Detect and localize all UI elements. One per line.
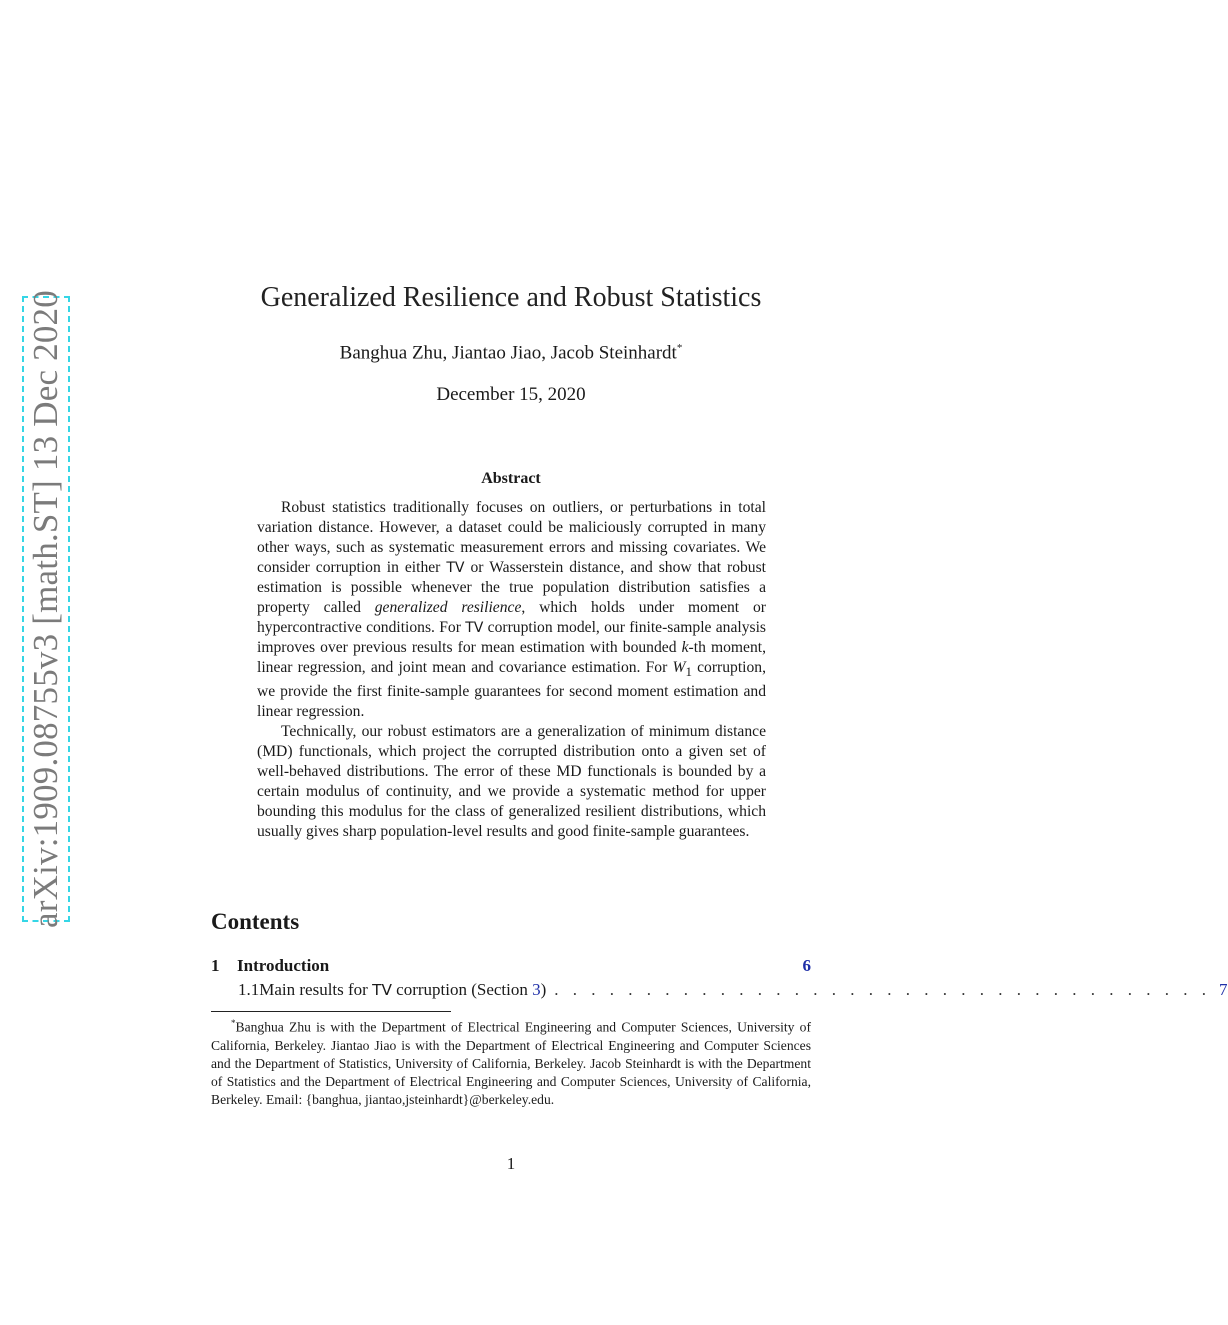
toc-section-number: 1 bbox=[211, 956, 220, 975]
math-subscript: 1 bbox=[685, 664, 692, 680]
abstract-text: corruption, we provide the first finite-sample guarantees for second moment estimation and linear regression. bbox=[257, 659, 766, 721]
footnote-rule bbox=[211, 1011, 451, 1012]
abstract-body bbox=[257, 498, 766, 842]
contents-heading: Contents bbox=[211, 909, 300, 934]
math-variable: W bbox=[672, 659, 686, 676]
toc-title-text: ) bbox=[540, 980, 547, 999]
abstract-text: , which holds under moment or hypercontractive conditions. For bbox=[257, 599, 766, 636]
tv-symbol: TV bbox=[372, 981, 392, 999]
page-number: 1 bbox=[506, 1154, 516, 1173]
footnote-mark: * bbox=[231, 1018, 236, 1028]
toc-page-link[interactable]: 7 bbox=[1219, 980, 1228, 999]
abstract-text: Robust statistics traditionally focuses on outliers, or perturbations in total variation distance. However, a dataset could be maliciously corrupted in many other ways, such as systematic measurement errors and missing covariates. We consider corruption in either bbox=[257, 499, 766, 576]
toc-subsection-title bbox=[259, 980, 546, 1000]
math-variable: k bbox=[681, 639, 689, 656]
arxiv-identifier: arXiv:1909.08755v3 [math.ST] 13 Dec 2020 bbox=[26, 290, 65, 928]
toc-title-text: Main results for bbox=[259, 980, 373, 999]
abstract-heading: Abstract bbox=[481, 470, 541, 487]
section-reference-link[interactable]: 3 bbox=[532, 980, 541, 999]
abstract-text: or Wasserstein distance, and show that robust estimation is possible whenever the true population distribution satisfies a property called bbox=[257, 559, 766, 616]
author-line bbox=[211, 342, 811, 364]
abstract-text: corruption model, our finite-sample analysis improves over previous results for mean estimation with bounded bbox=[257, 619, 766, 656]
toc-title-text: corruption (Section bbox=[391, 980, 533, 999]
toc-section-row[interactable] bbox=[211, 956, 811, 976]
authors: Banghua Zhu, Jiantao Jiao, Jacob Steinhardt bbox=[339, 342, 677, 364]
toc-page-link[interactable]: 6 bbox=[802, 956, 811, 975]
emphasis-term: generalized resilience bbox=[374, 599, 522, 616]
author-footnote bbox=[211, 1014, 811, 1110]
abstract-paragraph-1 bbox=[257, 498, 766, 722]
footnote-text: Banghua Zhu is with the Department of Electrical Engineering and Computer Sciences, University of California, Berkeley. Jiantao Jiao is with the Department of Electrical Engineering and Computer Sciences and the Department of Statistics, University of California, Berkeley. Jacob Steinhardt is with the Department of Statistics and the Department of Electrical Engineering and Computer Sciences, University of California, Berkeley. Email: {banghua, jiantao,jsteinhardt}@berkeley.edu. bbox=[211, 1019, 811, 1108]
paper-date: December 15, 2020 bbox=[436, 384, 586, 405]
abstract-text: -th moment, linear regression, and joint mean and covariance estimation. For bbox=[257, 639, 766, 676]
tv-symbol: TV bbox=[446, 560, 465, 576]
author-footnote-mark[interactable]: * bbox=[676, 342, 683, 354]
toc-subsection-row[interactable] bbox=[211, 980, 1228, 1000]
paper-title: Generalized Resilience and Robust Statistics bbox=[260, 282, 762, 313]
toc-section-title: Introduction bbox=[237, 956, 330, 975]
toc-leader-dots: . . . . . . . . . . . . . . . . . . . . . . . . . . . . . . . . . . . . bbox=[554, 980, 1212, 999]
abstract-paragraph-2: Technically, our robust estimators are a generalization of minimum distance (MD) functionals, which project the corrupted distribution onto a given set of well-behaved distributions. The error of these MD functionals is bounded by a certain modulus of continuity, and we provide a systematic method for upper bounding this modulus for the class of generalized resilient distributions, which usually gives sharp population-level results and good finite-sample guarantees. bbox=[257, 723, 766, 841]
toc-subsection-number: 1.1 bbox=[238, 980, 260, 999]
tv-symbol: TV bbox=[465, 620, 484, 636]
arxiv-identifier-stamp[interactable] bbox=[22, 290, 70, 928]
